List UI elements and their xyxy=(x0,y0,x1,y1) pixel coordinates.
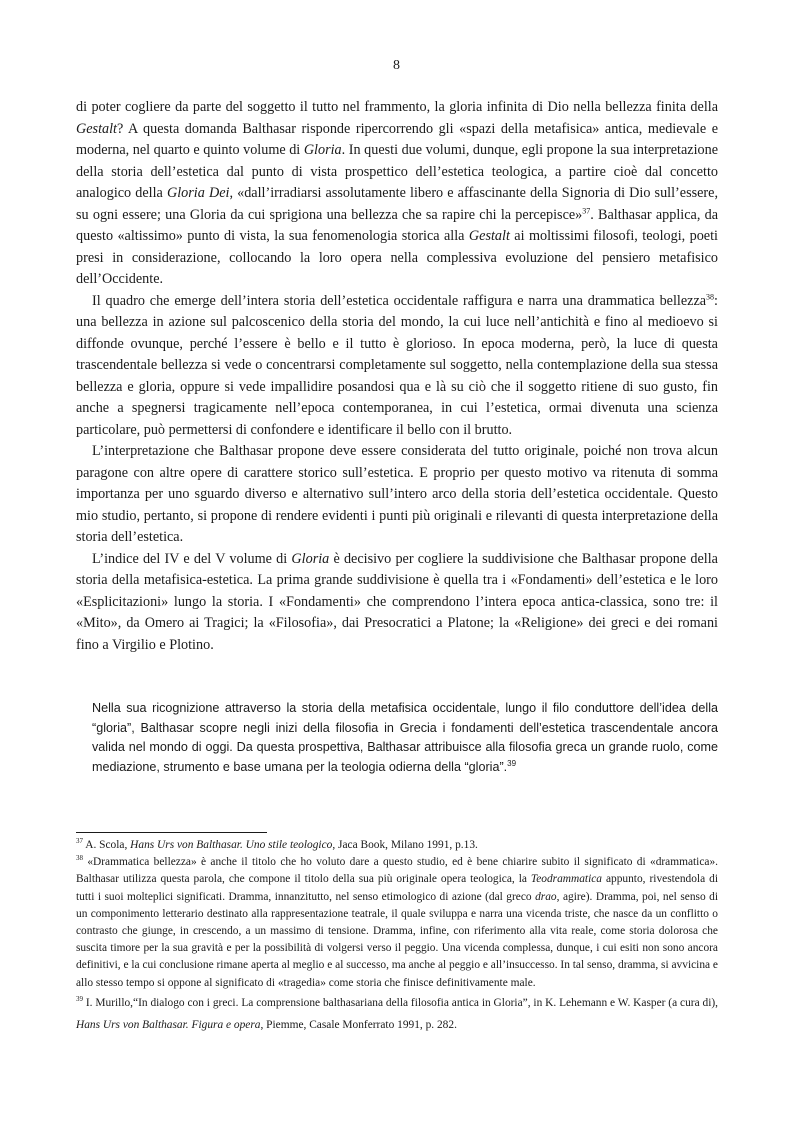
italic-term: Gestalt xyxy=(76,120,117,137)
main-text xyxy=(76,97,718,656)
text-run: , «dall’irradiarsi assolutamente libero e affascinante della Signoria di Dio sull’essere, su ogni essere; una Gloria da cui sprigiona una bellezza che sa rapire chi la percepisce» xyxy=(76,185,718,223)
footnote-37 xyxy=(76,837,718,854)
page-number: 8 xyxy=(393,58,400,73)
italic-term: Gestalt xyxy=(468,228,510,244)
italic-term: Gloria xyxy=(291,550,330,567)
footnote-ref-37[interactable]: 37 xyxy=(582,205,591,215)
italic-title: Hans Urs von Balthasar. Figura e opera xyxy=(76,1018,261,1031)
text-run: ? A questa domanda Balthasar risponde ripercorrendo gli «spazi della metafisica» antica, medievale e moderna, nel quarto e quinto volume di xyxy=(76,120,718,158)
text-run: A. Scola, xyxy=(83,839,131,851)
paragraph-1 xyxy=(76,97,718,291)
text-run: I. Murillo,“In dialogo con i greci. La comprensione balthasariana della filosofia antica in Gloria”, in K. Lehemann e W. Kasper (a cura di), xyxy=(83,996,718,1009)
text-run: , Piemme, Casale Monferrato 1991, p. 282. xyxy=(260,1018,457,1031)
text-run: . Balthasar applica, da questo «altissimo» punto di vista, la sua fenomenologia storica alla xyxy=(76,206,718,244)
footnote-number: 38 xyxy=(76,854,83,863)
text-run: «Drammatica bellezza» è anche il titolo che ho voluto dare a questo studio, ed è bene chiarire subito il significato di «drammatica». Balthasar utilizza questa parola, che compone il titolo della sua più originale opera teologica, la xyxy=(76,856,718,886)
text-run: Il quadro che emerge dell’intera storia dell’estetica occidentale raffigura e narra una drammatica bellezza xyxy=(92,292,707,309)
text-run: L’indice del IV e del V volume di xyxy=(92,550,292,567)
italic-term: drao xyxy=(535,890,557,903)
text-run: L’interpretazione che Balthasar propone deve essere considerata del tutto originale, poiché non trova alcun paragone con altre opere di carattere storico sull’estetica. E proprio per questo motivo va ritenuta di somma importanza per uno sguardo diverso e alternativo sull’intero arco della storia dell’estetica occidentale. Questo mio studio, pertanto, si propone di rendere evidenti i punti più originali e rilevanti di questa interpretazione della storia dell’estetica. xyxy=(76,443,718,545)
italic-term: Gloria xyxy=(303,142,342,158)
paragraph-2 xyxy=(76,291,718,442)
paragraph-3 xyxy=(76,441,718,549)
block-quote xyxy=(92,699,718,777)
text-run: . In questi due volumi, dunque, egli propone la sua interpretazione della storia dell’estetica dal punto di vista prospettico dell’estetica teologica, a partire cioè dal concetto analogico della xyxy=(76,142,719,201)
footnotes xyxy=(76,837,718,1036)
text-run: : una bellezza in azione sul palcoscenico della storia del mondo, la cui luce nell’antichità e fino al medioevo si diffonde ovunque, perché l’essere è bello e il tutto è glorioso. In epoca moderna, però, la luce di questa trascendentale bellezza si vede o concentrarsi completamente sul soggetto, nella contemplazione della sua stessa bellezza e gloria, oppure si vede impallidire posandosi qua e là su ciò che il soggetto ritiene di suo gusto, fin anche a spegnersi tragicamente nell’epoca contemporanea, in cui l’estetica, ormai divenuta una scienza particolare, può permettersi di confondere e identificare il bello con il brutto. xyxy=(76,292,718,438)
italic-title: Hans Urs von Balthasar. Uno stile teologico xyxy=(130,839,333,851)
paragraph-4 xyxy=(76,549,718,657)
footnote-ref-38[interactable]: 38 xyxy=(706,291,715,301)
footnote-separator xyxy=(76,832,267,833)
footnote-number: 37 xyxy=(76,837,83,846)
text-run: è decisivo per cogliere la suddivisione che Balthasar propone della storia della metafisica-estetica. La prima grande suddivisione è quella tra i «Fondamenti» dell’estetica e le loro «Esplicitazioni» lungo la storia. I «Fondamenti» che comprendono l’intera epoca antica-classica, sono tre: il «Mito», da Omero ai Tragici; la «Filosofia», dai Presocratici a Platone; la «Religione» dei greci e dei romani fino a Virgilio e Plotino. xyxy=(76,550,718,653)
italic-term: Gloria Dei xyxy=(166,185,230,201)
footnote-ref-39[interactable]: 39 xyxy=(507,758,517,768)
text-run: appunto, rivestendola di tutti i suoi molteplici significati. Dramma, innanzitutto, nel senso etimologico di azione (dal greco xyxy=(76,873,718,903)
text-run: , Jaca Book, Milano 1991, p.13. xyxy=(332,839,478,851)
footnote-39 xyxy=(76,992,718,1036)
text-run: ai moltissimi filosofi, teologi, poeti presi in considerazione, collocando la loro opera nella complessiva evoluzione del pensiero metafisico dell’Occidente. xyxy=(76,228,718,287)
text-run: , agire). Dramma, poi, nel senso di un componimento letterario destinato alla rappresentazione teatrale, il quale sviluppa e narra una vicenda triste, che nasce da un conflitto o contrasto che giunge, in crescendo, a un massimo di tensione. Dramma, infine, con riferimento alla vita reale, come storia dolorosa che suscita timore per la sua gravità e per la possibilità di volgersi verso il peggio. Una vicenda complessa, dunque, i cui esiti non sono ancora definitivi, e la cui conclusione rimane aperta al meglio e al successo, ma anche al peggio e all’insuccesso. In tal senso, dramma, si avvicina e allo stesso tempo si oppone al significato di «tragedia» come storia che finisce definitivamente male. xyxy=(76,890,718,989)
text-run: di poter cogliere da parte del soggetto il tutto nel frammento, la gloria infinita di Dio nella bellezza finita della xyxy=(76,99,718,115)
footnote-number: 39 xyxy=(76,995,83,1004)
italic-title: Teodrammatica xyxy=(530,873,602,886)
footnote-38 xyxy=(76,854,718,992)
quote-text: Nella sua ricognizione attraverso la storia della metafisica occidentale, lungo il filo conduttore dell’idea della “gloria”, Balthasar scopre negli inizi della filosofia in Grecia i fondamenti dell’estetica trascendentale ancora valida nel mondo di oggi. Da questa prospettiva, Balthasar attribuisce alla filosofia greca un grande ruolo, come mediazione, strumento e base umana per la teologia odierna della “gloria”. xyxy=(92,701,718,774)
